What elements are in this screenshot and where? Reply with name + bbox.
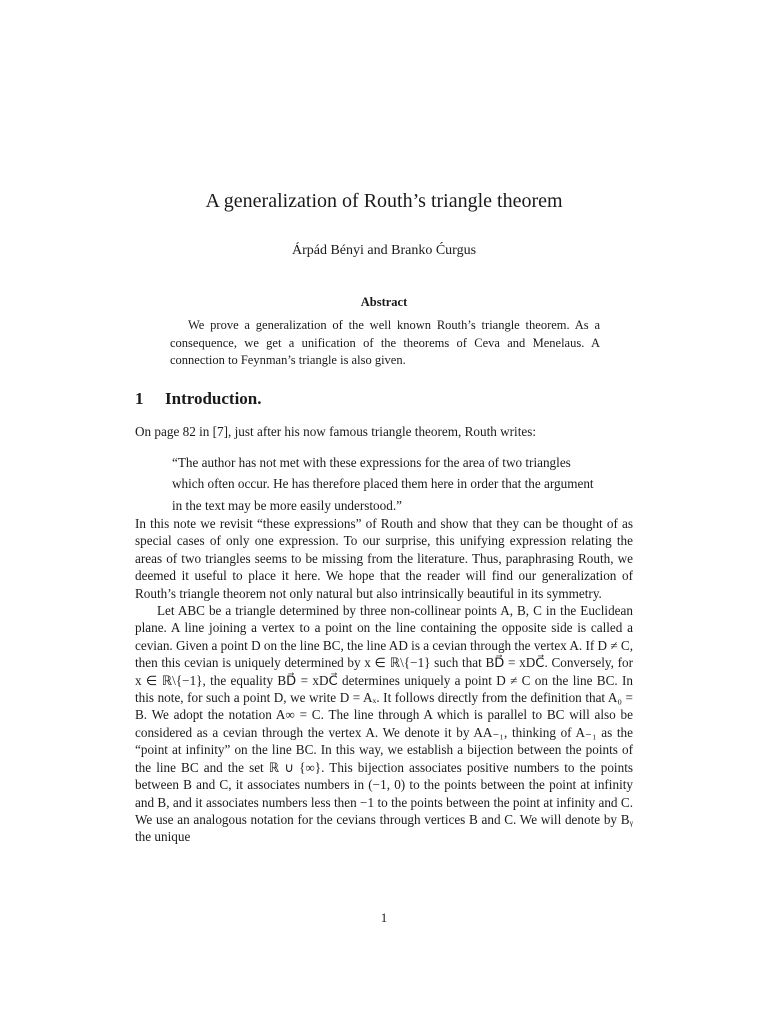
paper-authors: Árpád Bényi and Branko Ćurgus [291, 243, 477, 258]
intro-sentence: On page 82 in [7], just after his now famous triangle theorem, Routh writes: [135, 424, 537, 439]
section-heading [135, 389, 262, 409]
section-number: 1 [135, 389, 144, 408]
body-text [135, 515, 633, 846]
page-number: 1 [380, 910, 388, 925]
paper-title: A generalization of Routh’s triangle theorem [205, 190, 563, 212]
abstract-text: We prove a generalization of the well known Routh’s triangle theorem. As a consequence, we get a unification of the theorems of Ceva and Menelaus. A connection to Feynman’s triangle is also given. [170, 318, 600, 367]
paragraph-1: In this note we revisit “these expressions” of Routh and show that they can be thought of as special cases of only one expression. To our surprise, this unifying expression relating the areas of two triangles seems to be missing from the literature. Thus, paraphrasing Routh, we deemed it useful to place it here. We hope that the reader will find our generalization of Routh’s triangle theorem not only natural but also intrinsically beautiful in its symmetry. [135, 516, 633, 601]
abstract-heading: Abstract [360, 295, 408, 309]
paragraph-2: Let ABC be a triangle determined by three non-collinear points A, B, C in the Euclidean plane. A line joining a vertex to a point on the line containing the opposite side is called a cevian. Given a point D on the line BC, the line AD is a cevian through the vertex A. If D ≠ C, then this cevian is uniquely determined by x ∈ ℝ\{−1} such that BD⃗ = xDC⃗. Conversely, for x ∈ ℝ\{−1}, the equality BD⃗ = xDC⃗ determines uniquely a point D ≠ C on the line BC. In this note, for such a point D, we write D = Aₓ. It follows directly from the definition that A₀ = B. We adopt the notation A∞ = C. The line through A which is parallel to BC will also be considered as a cevian through the vertex A. We denote it by AA₋₁, thinking of A₋₁ as the “point at infinity” on the line BC. In this way, we establish a bijection between the points of the line BC and the set ℝ ∪ {∞}. This bijection associates positive numbers to the points between B and C, it associates numbers in (−1, 0) to the points between the point at infinity and B, and it associates numbers less then −1 to the points between the point at infinity and C. We use an analogous notation for the cevians through vertices B and C. We will denote by Bᵧ the unique [135, 603, 633, 845]
routh-quote: “The author has not met with these expressions for the area of two triangles which often occur. He has therefore placed them here in order that the argument in the text may be more easily understood.” [172, 455, 594, 513]
section-title: Introduction. [165, 389, 262, 408]
